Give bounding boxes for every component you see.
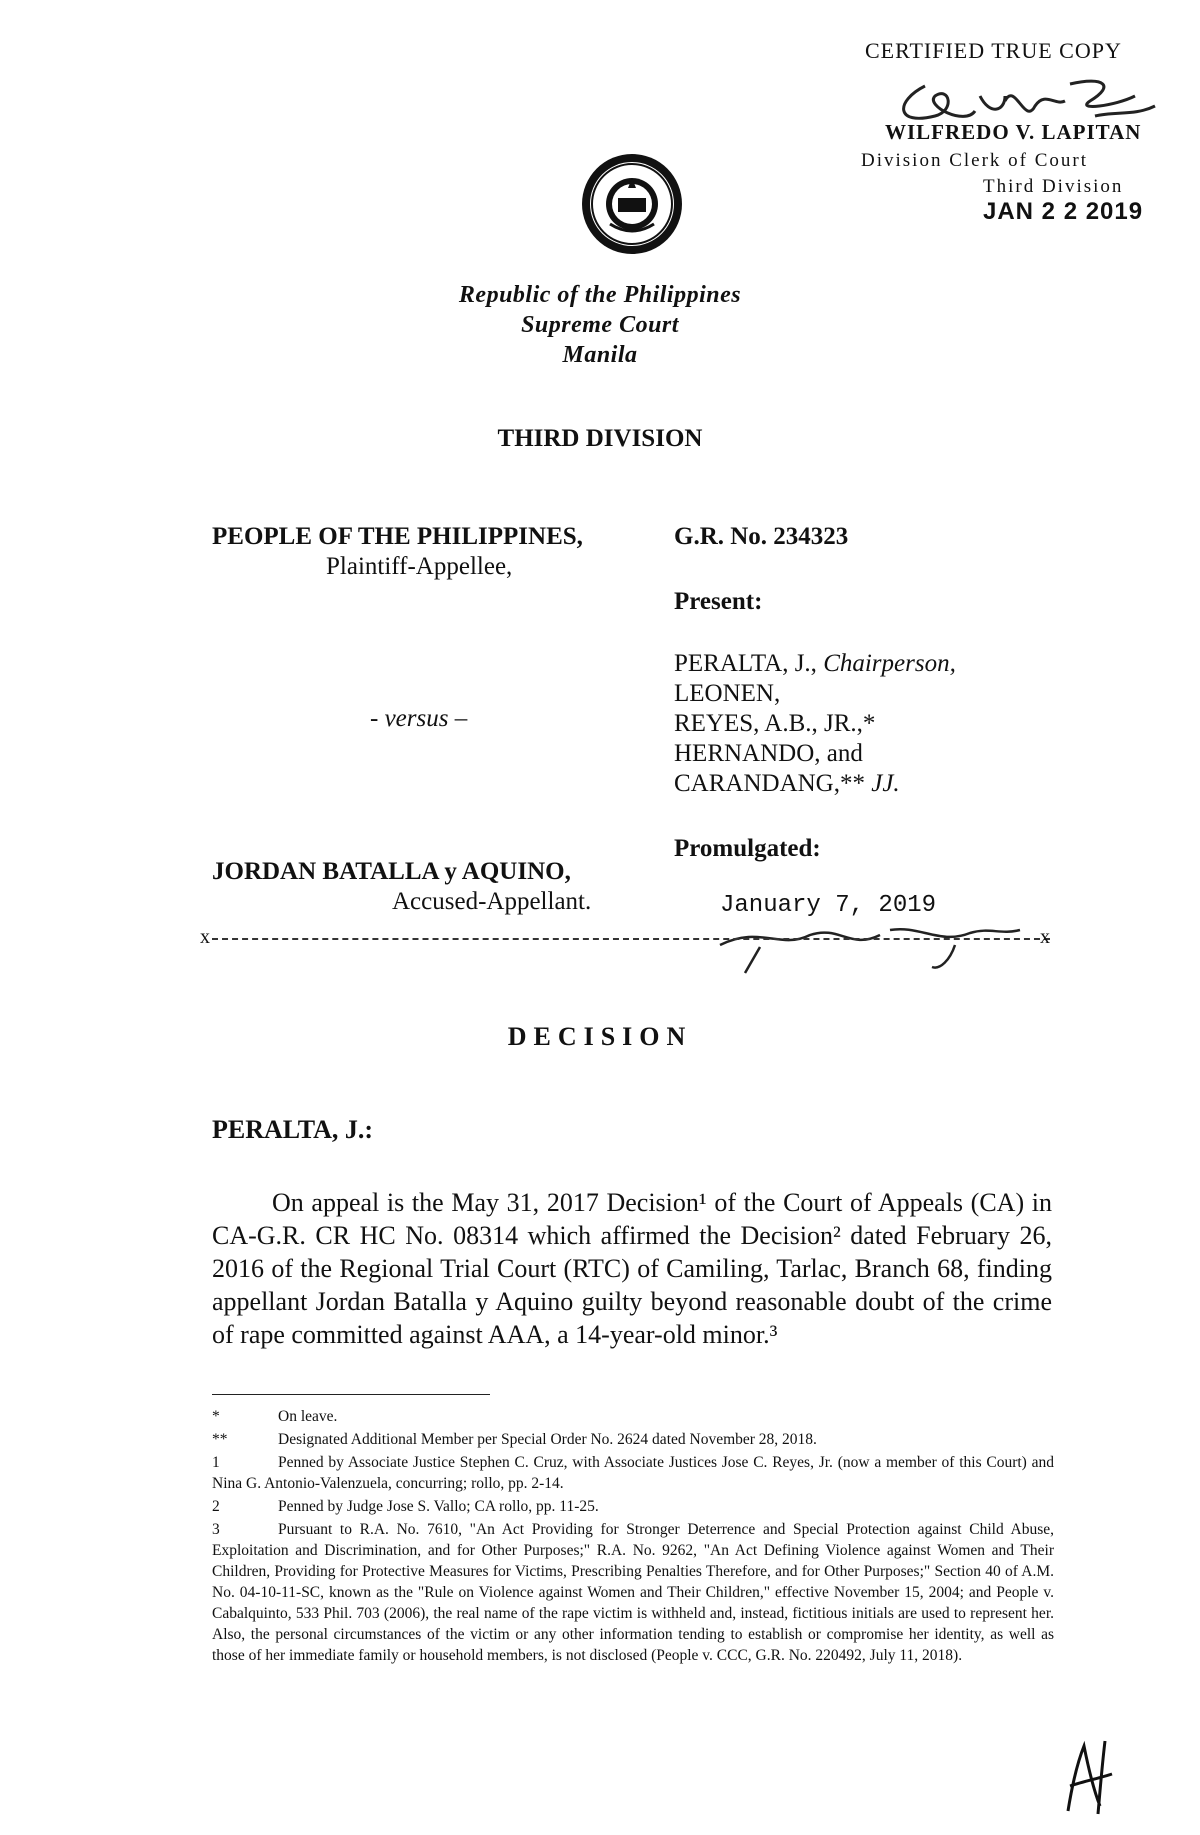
separator-x-right: x — [1040, 926, 1050, 948]
present-label: Present: — [674, 588, 763, 615]
justice-leonen: LEONEN, — [674, 680, 781, 707]
gr-number: G.R. No. 234323 — [674, 523, 849, 550]
footnote-star — [212, 1406, 1054, 1427]
stamp-certified-line: CERTIFIED TRUE COPY — [865, 38, 1122, 63]
separator-x-left: x — [200, 926, 210, 948]
decision-title: DECISION — [507, 1022, 693, 1051]
justice-carandang-name: CARANDANG,** — [674, 770, 872, 797]
promulgation-signature-icon — [700, 905, 1030, 975]
justice-reyes: REYES, A.B., JR.,* — [674, 710, 876, 737]
stamp-date: JAN 2 2 2019 — [983, 198, 1144, 225]
supreme-court-seal-icon — [580, 152, 684, 256]
stamp-clerk-name: WILFREDO V. LAPITAN — [885, 120, 1142, 144]
footnote-2 — [212, 1496, 1054, 1517]
footnote-double-star — [212, 1429, 1054, 1450]
justice-hernando: HERNANDO, and — [674, 740, 863, 767]
footnotes — [212, 1406, 1054, 1668]
header-court: Supreme Court — [521, 312, 679, 338]
footnote-mark: 1 — [212, 1454, 220, 1471]
decision-paragraph: On appeal is the May 31, 2017 Decision¹ of the Court of Appeals (CA) in CA-G.R. CR HC No. 08314 which affirmed the Decision² dated February 26, 2016 of the Regional Trial Court (RTC) of Camiling, Tarlac, Branch 68, finding appellant Jordan Batalla y Aquino guilty beyond reasonable doubt of the crime of rape committed against AAA, a 14-year-old minor.³ — [212, 1188, 1052, 1349]
footnote-mark: ** — [212, 1431, 228, 1448]
accused-name: JORDAN BATALLA y AQUINO, — [212, 858, 571, 885]
initials-signature-icon — [1060, 1736, 1120, 1816]
caption-separator — [212, 938, 1050, 940]
footnote-text: Designated Additional Member per Special Order No. 2624 dated November 28, 2018. — [278, 1431, 817, 1448]
plaintiff-name: PEOPLE OF THE PHILIPPINES, — [212, 523, 583, 550]
footnote-rule — [212, 1394, 490, 1395]
justice-peralta-name: PERALTA, J., — [674, 650, 824, 677]
ponente: PERALTA, J.: — [212, 1115, 374, 1144]
division-title: THIRD DIVISION — [497, 425, 703, 452]
footnote-mark: * — [212, 1408, 220, 1425]
footnote-1 — [212, 1452, 1054, 1494]
justices-suffix: JJ. — [871, 770, 900, 797]
accused-role: Accused-Appellant. — [392, 888, 592, 915]
footnote-mark: 2 — [212, 1498, 220, 1515]
justice-carandang — [674, 770, 900, 798]
header-republic: Republic of the Philippines — [458, 282, 742, 308]
justice-peralta — [674, 650, 956, 678]
promulgation-date: January 7, 2019 — [720, 892, 937, 919]
footnote-text: Penned by Judge Jose S. Vallo; CA rollo, pp. 11-25. — [278, 1498, 599, 1515]
justice-peralta-role: Chairperson, — [823, 650, 956, 677]
footnote-text: Pursuant to R.A. No. 7610, "An Act Providing for Stronger Deterrence and Special Protection against Child Abuse, Exploitation and Discrimination, and for Other Purposes;" R.A. No. 9262, "An Act Defining Violence against Women and Their Children, Providing for Protective Measures for Victims, Prescribing Penalties Therefore, and for Other Purposes;" Section 40 of A.M. No. 04-10-11-SC, known as the "Rule on Violence against Women and Their Children," effective November 15, 2004; and People v. Cabalquinto, 533 Phil. 703 (2006), the real name of the rape victim is withheld and, instead, fictitious initials are used to represent her. Also, the personal circumstances of the victim or any other information tending to establish or compromise her identity, as well as those of her immediate family or household members, is not disclosed (People v. CCC, G.R. No. 220492, July 11, 2018). — [212, 1521, 1054, 1664]
versus-label: - versus – — [370, 705, 468, 732]
header-city: Manila — [562, 342, 638, 368]
footnote-text: On leave. — [278, 1408, 338, 1425]
footnote-3 — [212, 1519, 1054, 1666]
promulgated-label: Promulgated: — [674, 835, 821, 862]
footnote-mark: 3 — [212, 1521, 220, 1538]
plaintiff-role: Plaintiff-Appellee, — [326, 553, 513, 580]
stamp-division: Third Division — [983, 176, 1124, 197]
stamp-clerk-title: Division Clerk of Court — [861, 150, 1089, 171]
footnote-text: Penned by Associate Justice Stephen C. Cruz, with Associate Justices Jose C. Reyes, Jr. (now a member of this Court) and Nina G. Antonio-Valenzuela, concurring; rollo, pp. 2-14. — [212, 1454, 1054, 1492]
